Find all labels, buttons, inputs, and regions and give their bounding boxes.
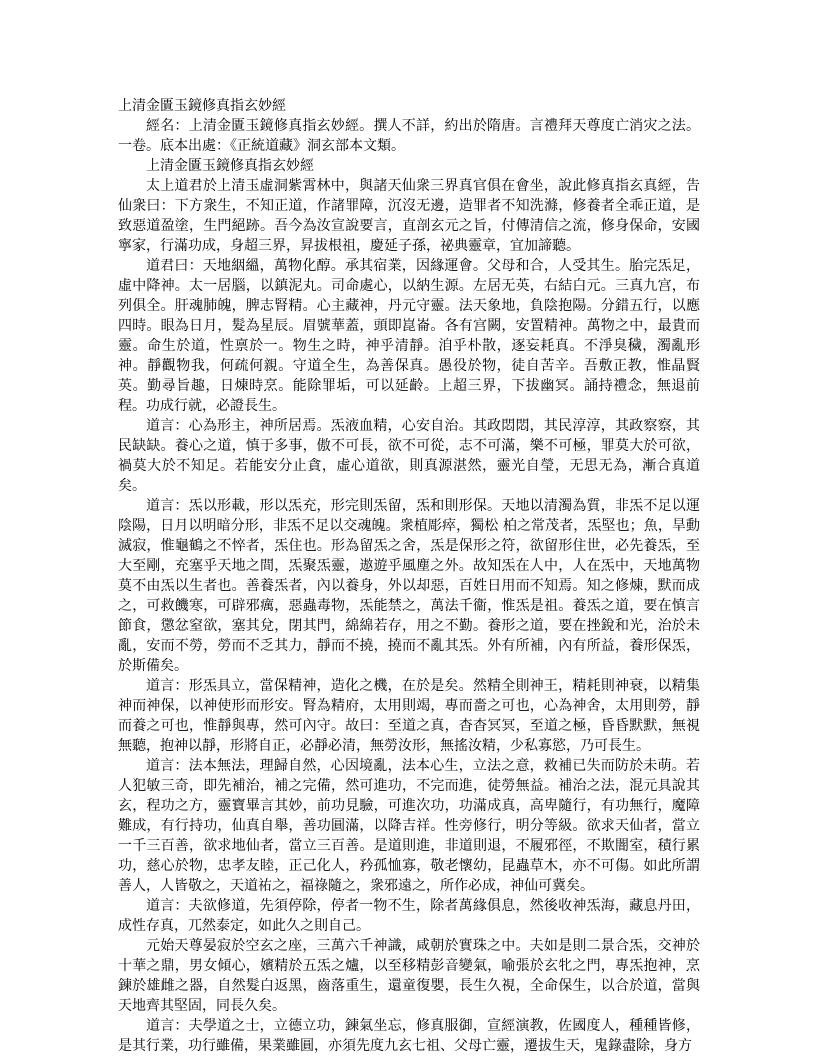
paragraph: 道言：形炁具立，當保精神，造化之機，在於是矣。然精全則神王，精耗則神衰，以精集神而神保，以神使形而形安。腎為精府，太用則竭，專而嗇之可也，心為神舍，太用則勞，靜而養之可也，惟靜與專，然可內守。故曰：至道之真，杳杳冥冥，至道之極，昏昏默默，無視無聽，抱神以靜，形將自正，必靜必清，無勞汝形，無搖汝精，少私寡慾，乃可長生。 <box>118 678 700 754</box>
paragraph: 道言：夫學道之士，立德立功，鍊氣坐忘，修真服御，宣經演教，佐國度人，種種皆修，是其行業，功行雖備，果業雖圓，亦須先度九玄七祖、父母亡靈，遷拔生天，鬼錄盡除，身方 <box>118 1018 700 1054</box>
document-title: 上清金匱玉鏡修真指玄妙經 <box>118 98 286 114</box>
document-subtitle: 上清金匱玉鏡修真指玄妙經 <box>146 158 314 174</box>
paragraph: 道言：心為形主，神所居焉。炁液血精，心安自治。其政悶悶，其民淳淳，其政察察，其民缺缺。養心之道，慎于多事，傲不可長，欲不可從，志不可滿，樂不可極，罪莫大於可欲，禍莫大於不知足。若能安分止貪，虛心道欲，則真源湛然，靈光自瑩，无思无為，漸合真道矣。 <box>118 418 700 494</box>
paragraph: 太上道君於上清玉虛洞紫霄林中，與諸天仙衆三界真官俱在會坐，說此修真指玄真經，告仙衆曰：下方衆生，不知正道，作諸罪障，沉沒无邊，造罪者不知洗滌，修養者全乖正道，是致惡道盈塗，生門絕跡。吾今為汝宣說要言，直剖玄元之旨，付傳清信之流，修身保命，安國寧家，行滿功成，身超三界，昇拔根祖，慶延子孫，祕典靈章，宜加諦聽。 <box>118 178 700 254</box>
paragraph: 道君曰：天地絪縕，萬物化醇。承其宿業，因緣運會。父母和合，人受其生。胎完炁足，虛中降神。太一居腦，以鎮泥丸。司命處心，以納生源。左居无英，右結白元。三真九宫，布列俱全。肝魂肺魄，脾志腎精。心主藏神，丹元守靈。法天象地，負陰抱陽。分錯五行，以應四時。眼為日月，髮為星辰。眉號華蓋，頭即崑崙。各有宫闕，安置精神。萬物之中，最貴而靈。命生於道，性禀於一。物生之時，神乎清靜。洎乎朴散，逐妄耗真。不淨臭穢，濁亂形神。靜觀物我，何疏何親。守道全生，為善保真。愚役於物，徒自苦辛。吾敷正教，惟晶賢英。勤尋旨趣，日煉時烹。能除罪垢，可以延齡。上超三界，下拔幽冥。誦持禮念，無退前程。功成行就，必證長生。 <box>118 258 700 414</box>
document-page <box>118 96 700 1056</box>
document-meta: 經名：上清金匱玉鏡修真指玄妙經。撰人不詳，約出於隋唐。言禮拜天尊度亡消灾之法。一卷。底本出處：《正統道藏》洞玄部本文類。 <box>118 118 700 154</box>
paragraph: 道言：夫欲修道，先須停除，停者一物不生，除者萬緣俱息，然後收神炁海，藏息丹田，成性存真，兀然泰定，如此久之則自己。 <box>118 898 700 934</box>
paragraph: 元始天尊晏寂於空玄之座，三萬六千神識，咸朝於實珠之中。夫如是則二景合炁，交神於十華之鼎，男女傾心，嬪精於五炁之爐，以至移精彭音變氣，喻張於玄牝之門，專炁抱神，烹鍊於雄雌之器，自然髮白返黑，齒落重生，還童復嬰，長生久視，全命保生，以合於道，當與天地齊其堅固，同長久矣。 <box>118 938 700 1014</box>
paragraph: 道言：法本無法，理歸自然，心因境亂，法本心生，立法之意，救補已失而防於未萌。若人犯敏三奇，即先補治，補之完備，然可進功，不完而進，徒勞無益。補治之法，混元具說其玄，程功之方，靈寶畢言其妙，前功見驗，可進次功，功滿成真，高卑隨行，有功無行，魔障難成，有行持功，仙真自舉，善功圓滿，以降吉祥。性旁修行，明分等級。欲求天仙者，當立一千三百善，欲求地仙者，當立三百善。是道則進，非道則退，不履邪徑，不欺闇室，積行累功，慈心於物，忠孝友睦，正己化人，矜孤恤寡，敬老懷幼，昆蟲草木，亦不可傷。如此所謂善人，人皆敬之，天道祐之，福祿隨之，衆邪遠之，所作必成，神仙可冀矣。 <box>118 758 700 894</box>
paragraph: 道言：炁以形載，形以炁充，形完則炁留，炁和則形保。天地以清濁為質，非炁不足以運陰陽，日月以明暗分形，非炁不足以交魂魄。衆植彫瘁，獨松 柏之常茂者，炁堅也；魚，旱動滅寂，惟龜鶴之不悴者，炁住也。形為留炁之舍，炁是保形之符，欲留形住世，必先養炁，至大至剛，充塞乎天地之間，炁聚炁靈，遨遊乎風塵之外。故知炁在人中，人在炁中，天地萬物莫不由炁以生者也。善養炁者，內以養身，外以却惡，百姓日用而不知焉。知之修煉，默而成之，可救饑寒，可辟邪癘，惡蟲毒物，炁能禁之，萬法千衞，惟炁是祖。養炁之道，要在慎言節食，懲忿窒欲，塞其兌，閉其門，綿綿若存，用之不勤。養形之道，要在挫銳和光，治於未亂，安而不勞，勞而不乏其力，靜而不撓，撓而不亂其炁。外有所補，內有所益，養形保炁，於斯備矣。 <box>118 498 700 674</box>
